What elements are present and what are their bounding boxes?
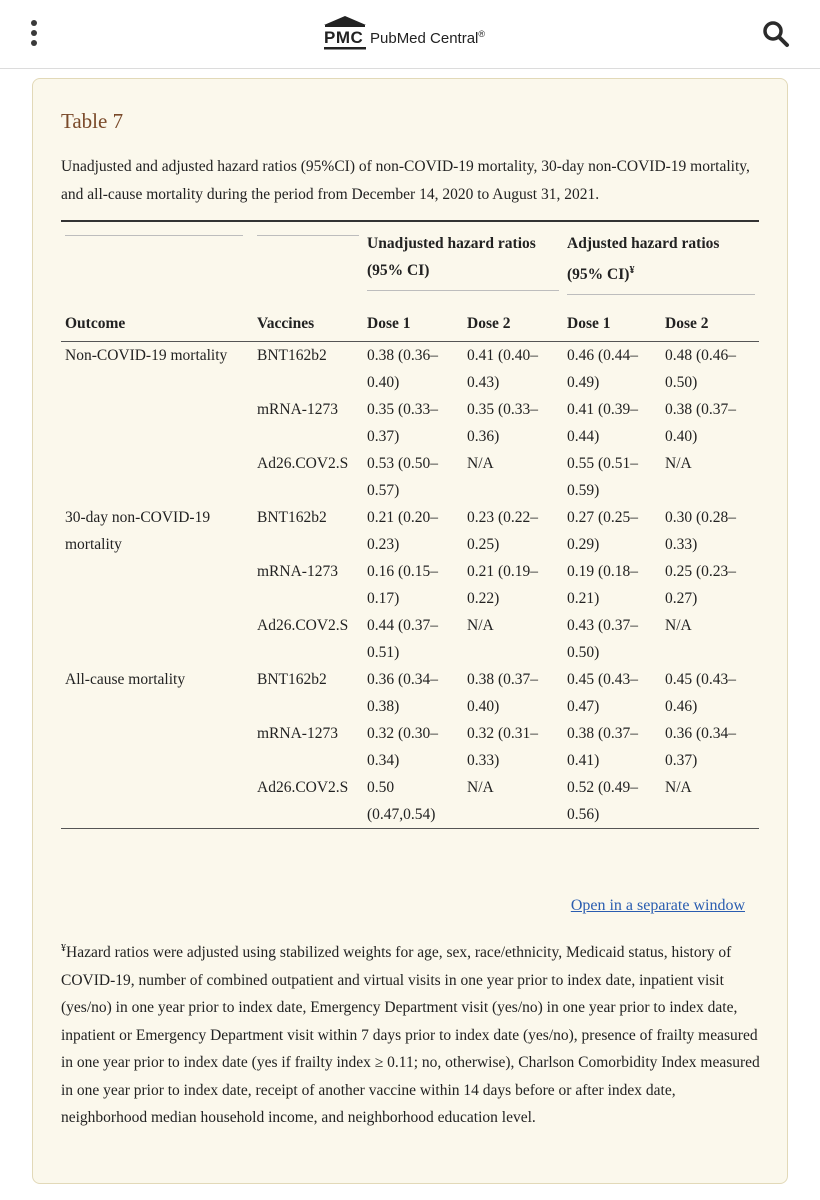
group-adjusted-label: Adjusted hazard ratios (95% CI)	[567, 235, 720, 284]
cell-adj-dose1: 0.38 (0.37–0.41)	[567, 725, 639, 770]
cell-vaccine: BNT162b2	[257, 509, 327, 527]
footnote-mark: ¥	[61, 943, 66, 954]
cell-adj-dose1: 0.43 (0.37–0.50)	[567, 617, 639, 662]
search-icon[interactable]	[762, 20, 790, 48]
group-unadjusted	[363, 221, 563, 302]
group-unadjusted-label: Unadjusted hazard ratios (95% CI)	[367, 235, 536, 279]
table-title: Table 7	[61, 109, 124, 133]
cell-adj-dose2: 0.25 (0.23–0.27)	[665, 563, 737, 608]
table-row	[61, 450, 759, 504]
cell-unadj-dose2: N/A	[467, 455, 494, 473]
cell-outcome	[61, 396, 253, 450]
cell-unadj-dose2: 0.32 (0.31–0.33)	[467, 725, 539, 770]
cell-adj-dose2: 0.45 (0.43–0.46)	[665, 671, 737, 716]
cell-outcome	[61, 774, 253, 829]
cell-unadj-dose1: 0.21 (0.20–0.23)	[367, 509, 439, 554]
col-adj-dose1: Dose 1	[567, 315, 611, 333]
cell-adj-dose1: 0.46 (0.44–0.49)	[567, 347, 639, 392]
cell-adj-dose1: 0.52 (0.49–0.56)	[567, 779, 639, 824]
cell-adj-dose1: 0.41 (0.39–0.44)	[567, 401, 639, 446]
cell-outcome	[61, 558, 253, 612]
cell-adj-dose2: 0.30 (0.28–0.33)	[665, 509, 737, 554]
col-unadj-dose1: Dose 1	[367, 315, 411, 333]
cell-unadj-dose1: 0.36 (0.34–0.38)	[367, 671, 439, 716]
logo-name	[370, 29, 485, 47]
blank-header-vaccines	[253, 221, 363, 302]
cell-outcome: Non-COVID-19 mortality	[65, 347, 228, 365]
table-row	[61, 774, 759, 829]
column-header-row	[61, 302, 759, 342]
cell-outcome: All-cause mortality	[65, 671, 186, 689]
cell-unadj-dose2: 0.38 (0.37–0.40)	[467, 671, 539, 716]
cell-unadj-dose1: 0.44 (0.37–0.51)	[367, 617, 439, 662]
cell-adj-dose2: 0.48 (0.46–0.50)	[665, 347, 737, 392]
group-header-row	[61, 221, 759, 302]
registered-mark: ®	[478, 29, 486, 39]
cell-outcome	[61, 450, 253, 504]
blank-header-outcome	[61, 221, 253, 302]
cell-adj-dose2: N/A	[665, 455, 692, 473]
cell-unadj-dose1: 0.35 (0.33–0.37)	[367, 401, 439, 446]
cell-unadj-dose1: 0.50 (0.47,0.54)	[367, 779, 436, 824]
open-separate-window-link[interactable]: Open in a separate window	[570, 897, 745, 914]
cell-unadj-dose2: 0.35 (0.33–0.36)	[467, 401, 539, 446]
cell-unadj-dose1: 0.32 (0.30–0.34)	[367, 725, 439, 770]
cell-unadj-dose2: N/A	[467, 617, 494, 635]
yen-mark: ¥	[629, 265, 635, 276]
col-vaccines: Vaccines	[257, 315, 315, 333]
cell-vaccine: BNT162b2	[257, 671, 327, 689]
cell-outcome: 30-day non-COVID-19 mortality	[65, 509, 211, 554]
table-card	[32, 78, 788, 1184]
logo-abbrev: PMC	[324, 28, 364, 47]
group-adjusted	[563, 221, 759, 302]
cell-outcome	[61, 720, 253, 774]
table-row	[61, 504, 759, 558]
logo-name-text: PubMed Central	[370, 30, 479, 47]
cell-adj-dose1: 0.55 (0.51–0.59)	[567, 455, 639, 500]
cell-vaccine: mRNA-1273	[257, 563, 338, 581]
cell-adj-dose1: 0.19 (0.18–0.21)	[567, 563, 639, 608]
cell-unadj-dose2: 0.21 (0.19–0.22)	[467, 563, 539, 608]
cell-adj-dose1: 0.45 (0.43–0.47)	[567, 671, 639, 716]
cell-unadj-dose2: N/A	[467, 779, 494, 797]
cell-adj-dose2: N/A	[665, 617, 692, 635]
table-row	[61, 558, 759, 612]
table-row	[61, 342, 759, 397]
cell-unadj-dose1: 0.16 (0.15–0.17)	[367, 563, 439, 608]
cell-unadj-dose2: 0.41 (0.40–0.43)	[467, 347, 539, 392]
table-row	[61, 720, 759, 774]
col-outcome: Outcome	[65, 315, 126, 333]
cell-adj-dose1: 0.27 (0.25–0.29)	[567, 509, 639, 554]
col-adj-dose2: Dose 2	[665, 315, 709, 333]
top-bar	[0, 0, 820, 69]
pmc-logo[interactable]	[322, 14, 512, 54]
hazard-ratio-table	[61, 220, 759, 829]
col-unadj-dose2: Dose 2	[467, 315, 511, 333]
table-row	[61, 666, 759, 720]
table-row	[61, 396, 759, 450]
cell-vaccine: BNT162b2	[257, 347, 327, 365]
cell-vaccine: mRNA-1273	[257, 725, 338, 743]
cell-vaccine: Ad26.COV2.S	[257, 455, 349, 473]
cell-adj-dose2: 0.38 (0.37–0.40)	[665, 401, 737, 446]
cell-unadj-dose1: 0.53 (0.50–0.57)	[367, 455, 439, 500]
cell-outcome	[61, 612, 253, 666]
footnote-text: Hazard ratios were adjusted using stabilized weights for age, sex, race/ethnicity, Medicaid status, history of COVID-19, number of combined outpatient and virtual visits in one year prior to index date, inpatient visit (yes/no) in one year prior to index date, Emergency Department visit (yes/no) in one year prior to index date, inpatient or Emergency Department visit within 7 days prior to index date (yes/no), presence of frailty measured in one year prior to index date (yes if frailty index ≥ 0.11; no, otherwise), Charlson Comorbidity Index measured in one year prior to index date, receipt of another vaccine within 14 days before or after index date, neighborhood median household income, and neighborhood education level.	[61, 944, 760, 1127]
table-caption: Unadjusted and adjusted hazard ratios (95%CI) of non-COVID-19 mortality, 30-day non-COVID-19 mortality, and all-cause mortality during the period from December 14, 2020 to August 31, 2021.	[61, 158, 750, 203]
cell-adj-dose2: N/A	[665, 779, 692, 797]
cell-vaccine: Ad26.COV2.S	[257, 617, 349, 635]
cell-adj-dose2: 0.36 (0.34–0.37)	[665, 725, 737, 770]
cell-unadj-dose2: 0.23 (0.22–0.25)	[467, 509, 539, 554]
more-menu-icon[interactable]	[24, 18, 46, 48]
cell-vaccine: mRNA-1273	[257, 401, 338, 419]
cell-vaccine: Ad26.COV2.S	[257, 779, 349, 797]
cell-unadj-dose1: 0.38 (0.36–0.40)	[367, 347, 439, 392]
table-footnote	[61, 935, 761, 1132]
table-row	[61, 612, 759, 666]
